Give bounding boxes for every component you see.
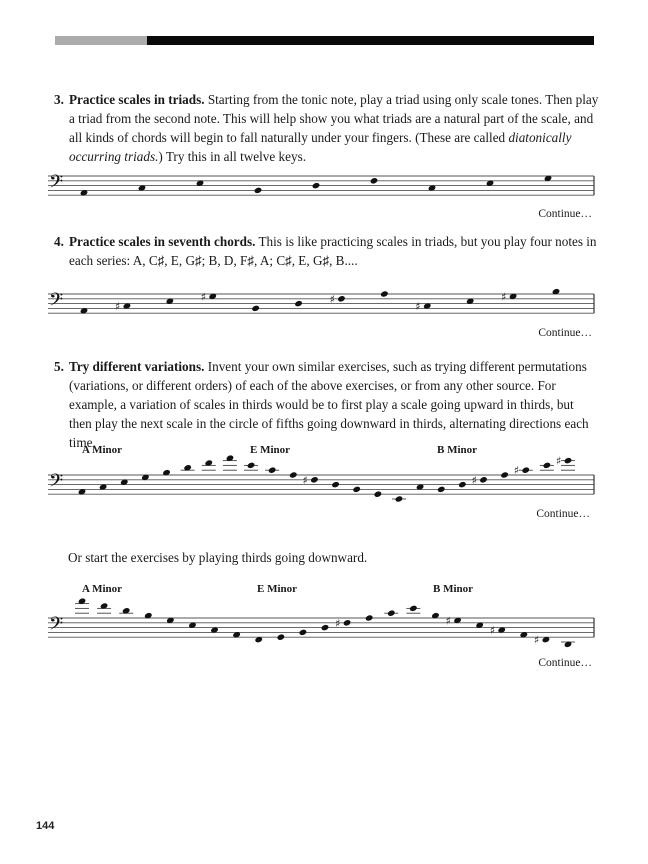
section-text-end: ) Try this in all twelve keys.: [158, 149, 307, 164]
note-head: [521, 466, 530, 474]
key-label-e-minor: E Minor: [250, 444, 291, 456]
section-number: 4.: [54, 234, 64, 249]
key-label-e-minor: E Minor: [257, 583, 298, 595]
header-bar-accent: [55, 36, 147, 45]
key-label-b-minor: B Minor: [433, 583, 474, 595]
sharp-icon: ♯: [501, 290, 507, 304]
note: [181, 464, 195, 472]
key-label-b-minor: B Minor: [437, 444, 478, 456]
sharp-icon: ♯: [471, 473, 477, 487]
note-head: [251, 305, 260, 313]
note-head: [352, 486, 361, 494]
note-head: [387, 609, 396, 617]
note-head: [321, 624, 330, 632]
note: [115, 300, 131, 313]
sharp-icon: ♯: [329, 292, 335, 306]
music-staff-variations-down: [48, 592, 596, 662]
page-number: 144: [36, 820, 55, 832]
music-staff-triads: [48, 150, 596, 210]
note: [251, 305, 260, 313]
note-head: [395, 495, 404, 503]
sharp-icon: ♯: [489, 624, 496, 637]
music-staff-variations-up: [48, 449, 596, 519]
note: [556, 455, 575, 471]
note-head: [374, 490, 383, 498]
continue-label: Continue…: [538, 657, 592, 669]
section-title: Try different variations.: [69, 359, 205, 374]
note: [75, 597, 89, 613]
section-title: Practice scales in seventh chords.: [69, 234, 256, 249]
note: [458, 481, 467, 489]
note-head: [543, 462, 552, 470]
note-head: [409, 605, 418, 613]
note: [446, 614, 462, 627]
note: [244, 462, 258, 471]
note: [370, 177, 379, 185]
key-label-a-minor: A Minor: [82, 444, 123, 456]
note-head: [299, 629, 308, 637]
sharp-icon: ♯: [114, 300, 121, 313]
note: [254, 187, 263, 195]
note-head: [337, 295, 346, 303]
note-head: [479, 476, 488, 484]
note-head: [365, 614, 374, 622]
sharp-icon: ♯: [445, 614, 451, 628]
section-4: [54, 232, 599, 270]
note: [277, 633, 286, 641]
section-text: This is like practicing scales in triads, but you play four notes in each series: A, C♯, E, G♯; B, D, F♯, A; C♯, E, G♯, B....: [69, 234, 597, 268]
note-head: [312, 182, 321, 190]
bass-clef-icon: 𝄢: [49, 290, 64, 315]
note: [384, 609, 398, 617]
note-head: [247, 462, 256, 470]
note-head: [331, 481, 340, 489]
note: [289, 471, 298, 479]
note-head: [380, 290, 389, 298]
note-head: [437, 486, 446, 494]
note: [415, 300, 431, 313]
sharp-icon: ♯: [335, 616, 341, 630]
note: [500, 471, 509, 479]
note: [331, 481, 340, 489]
note: [365, 614, 374, 622]
continue-label: Continue…: [538, 208, 592, 220]
section-italic-term: diatonically occurring triads.: [69, 130, 572, 164]
note: [294, 300, 303, 308]
note: [202, 459, 216, 470]
note: [352, 486, 361, 494]
section-number: 3.: [54, 92, 64, 107]
header-bar: [55, 36, 594, 45]
note-head: [310, 476, 319, 484]
note: [534, 634, 550, 647]
note: [265, 466, 279, 474]
continue-label: Continue…: [538, 327, 592, 339]
sharp-icon: ♯: [533, 633, 540, 647]
note: [321, 624, 330, 632]
note: [201, 290, 217, 303]
sharp-icon: ♯: [415, 300, 421, 313]
note: [380, 290, 389, 298]
header-bar-main: [147, 36, 594, 45]
sharp-icon: ♯: [302, 473, 308, 487]
note-head: [458, 481, 467, 489]
note: [97, 602, 111, 613]
note-head: [294, 300, 303, 308]
note-head: [277, 633, 286, 641]
note: [312, 182, 321, 190]
note: [299, 629, 308, 637]
note: [223, 454, 237, 470]
note-head: [370, 177, 379, 185]
note: [561, 641, 575, 649]
section-text: Invent your own similar exercises, such as trying different permutations (variations, or different orders) of each of the above exercises, or from any other source. For example, a variation of scales in thirds would be to first play a scale going upward in thirds, but then play the next scale in the circle of fifths going downward in thirds, alternating directions each time.: [69, 359, 589, 450]
note: [490, 624, 506, 637]
note: [540, 462, 554, 471]
note-head: [289, 471, 298, 479]
note-head: [500, 471, 509, 479]
music-staff-sevenths: [48, 268, 596, 328]
note-head: [564, 457, 573, 465]
note: [119, 607, 133, 615]
section-5: [54, 357, 599, 452]
bass-clef-icon: 𝄢: [49, 614, 64, 639]
section-title: Practice scales in triads.: [69, 92, 205, 107]
sharp-icon: ♯: [556, 454, 562, 468]
note-head: [254, 187, 263, 195]
note: [374, 490, 383, 498]
or-start-text: Or start the exercises by playing thirds going downward.: [68, 550, 368, 565]
bass-clef-icon: 𝄢: [49, 471, 64, 496]
sharp-icon: ♯: [200, 290, 207, 304]
key-label-a-minor: A Minor: [82, 583, 123, 595]
section-number: 5.: [54, 359, 64, 374]
continue-label: Continue…: [536, 508, 590, 520]
note: [501, 290, 517, 303]
note-head: [268, 466, 277, 474]
section-text: Starting from the tonic note, play a triad using only scale tones. Then play a triad from the second note. This will help show you what triads are a natural part of the scale, and all kinds of chords will begin to fall naturally under your fingers. (These are called: [69, 92, 599, 145]
note: [392, 495, 406, 503]
note: [437, 486, 446, 494]
sharp-icon: ♯: [513, 464, 520, 478]
bass-clef-icon: 𝄢: [49, 172, 64, 197]
note-head: [343, 619, 352, 627]
note: [406, 605, 420, 614]
